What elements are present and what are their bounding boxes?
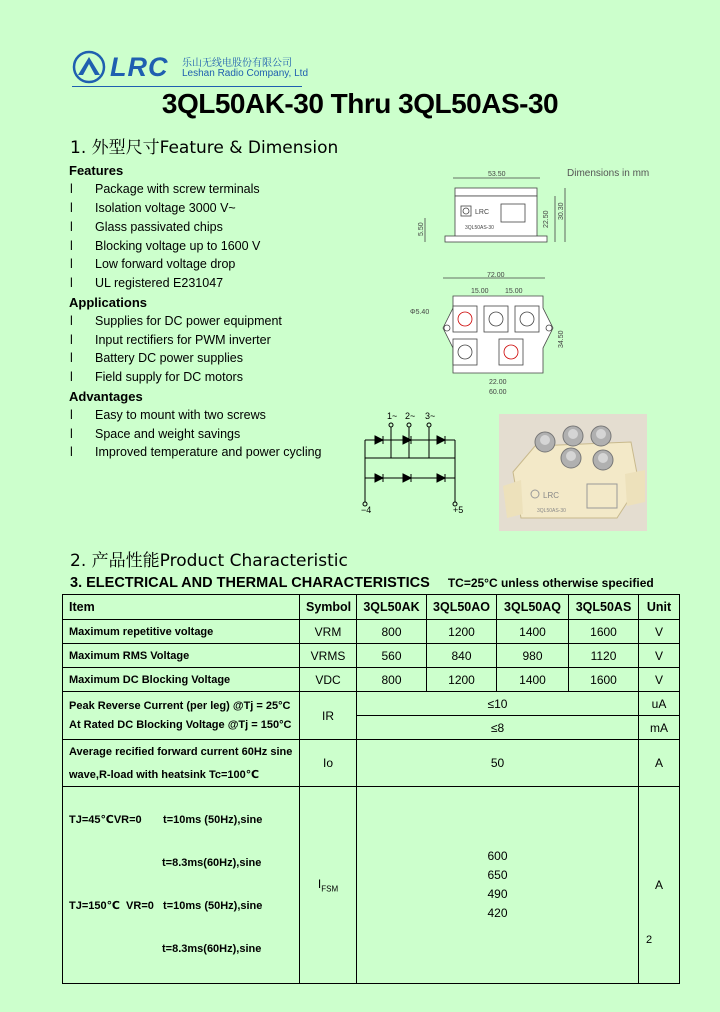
section2-heading: 2. 产品性能Product Characteristic [70, 551, 348, 571]
photo-part-label: 3QL50AS-30 [537, 508, 566, 514]
svg-text:30.30: 30.30 [558, 202, 565, 220]
company-name-cn: 乐山无线电股份有限公司 [182, 58, 292, 69]
svg-text:3QL50AS-30: 3QL50AS-30 [465, 225, 494, 231]
company-logo [72, 50, 312, 84]
table-row-ifsm: TJ=45℃VR=0 t=10ms (50Hz),sine t=8.3ms(60Hz),sine TJ=150℃ VR=0 t=10ms (50Hz),sine t=8.3ms(60Hz),sine $I_{FSM}$ 600 650 490 420 A [63, 787, 680, 984]
svg-text:72.00: 72.00 [487, 272, 505, 279]
document-title: 3QL50AK-30 Thru 3QL50AS-30 [161, 88, 559, 119]
top-view [410, 272, 565, 396]
bridge-schematic [355, 410, 475, 515]
svg-text:22.00: 22.00 [489, 379, 507, 386]
dimensions-note: Dimensions in mm [567, 168, 650, 179]
col-header-unit: Unit [639, 595, 680, 620]
advantages-title: Advantages [69, 389, 143, 404]
logo-text: LRC [110, 52, 169, 82]
advantage-item: l Easy to mount with two screws [70, 408, 266, 422]
table-row: Maximum repetitive voltage VRM 800 1200 1400 1600 V [63, 620, 680, 644]
terminal-3-label: 3~ [425, 411, 436, 421]
svg-text:22.50: 22.50 [543, 210, 550, 228]
col-header-3ql50aq: 3QL50AQ [497, 595, 569, 620]
svg-text:53.50: 53.50 [488, 171, 506, 178]
page-number: 2 [646, 934, 653, 946]
table-row: Maximum DC Blocking Voltage VDC 800 1200 1400 1600 V [63, 668, 680, 692]
applications-title: Applications [69, 295, 148, 310]
advantage-item: l Improved temperature and power cycling [70, 445, 322, 459]
application-item: l Field supply for DC motors [70, 370, 243, 384]
application-item: l Battery DC power supplies [70, 351, 243, 365]
svg-text:15.00: 15.00 [471, 288, 489, 295]
svg-text:34.50: 34.50 [558, 330, 565, 348]
table-row-ir-2: ≤8 mA [63, 716, 680, 740]
table-header-row [63, 595, 680, 620]
feature-item: l Glass passivated chips [70, 220, 223, 234]
side-view [418, 171, 565, 242]
col-header-symbol: Symbol [300, 595, 357, 620]
svg-text:Φ5.40: Φ5.40 [410, 309, 430, 316]
company-name-en: Leshan Radio Company, Ltd [182, 68, 309, 79]
application-item: l Input rectifiers for PWM inverter [70, 333, 271, 347]
table-row-io: Average recified forward current 60Hz sine wave,R-load with heatsink Tc=100℃ Io 50 A [63, 740, 680, 787]
svg-text:60.00: 60.00 [489, 389, 507, 396]
positive-terminal-label: +5 [453, 505, 464, 515]
svg-text:15.00: 15.00 [505, 288, 523, 295]
col-header-item: Item [63, 595, 300, 620]
feature-item: l UL registered E231047 [70, 276, 224, 290]
feature-item: l Isolation voltage 3000 V~ [70, 201, 236, 215]
feature-item: l Package with screw terminals [70, 182, 260, 196]
characteristics-table [62, 594, 680, 984]
table-row: Maximum RMS Voltage VRMS 560 840 980 1120 V [63, 644, 680, 668]
svg-text:LRC: LRC [475, 209, 490, 216]
terminal-1-label: 1~ [387, 411, 398, 421]
logo-divider [72, 86, 302, 87]
product-photo [499, 414, 647, 531]
svg-text:5.50: 5.50 [418, 222, 425, 236]
features-title: Features [69, 163, 124, 178]
feature-item: l Blocking voltage up to 1600 V [70, 239, 261, 253]
col-header-3ql50ak: 3QL50AK [357, 595, 427, 620]
lrc-logo-icon [72, 50, 106, 84]
terminal-2-label: 2~ [405, 411, 416, 421]
application-item: l Supplies for DC power equipment [70, 314, 282, 328]
section3-heading: 3. ELECTRICAL AND THERMAL CHARACTERISTICS TC=25°C unless otherwise specified [70, 575, 654, 591]
col-header-3ql50ao: 3QL50AO [427, 595, 497, 620]
table-row-ir: Peak Reverse Current (per leg) @Tj = 25°C At Rated DC Blocking Voltage @Tj = 150°C IR ≤10 uA [63, 692, 680, 716]
photo-brand-label: LRC [543, 491, 560, 500]
section1-heading: 1. 外型尺寸Feature & Dimension [70, 138, 339, 158]
dimension-drawing [405, 168, 655, 398]
negative-terminal-label: −4 [361, 505, 372, 515]
test-condition: TC=25°C unless otherwise specified [447, 576, 654, 590]
feature-item: l Low forward voltage drop [70, 257, 236, 271]
col-header-3ql50as: 3QL50AS [569, 595, 639, 620]
advantage-item: l Space and weight savings [70, 427, 241, 441]
